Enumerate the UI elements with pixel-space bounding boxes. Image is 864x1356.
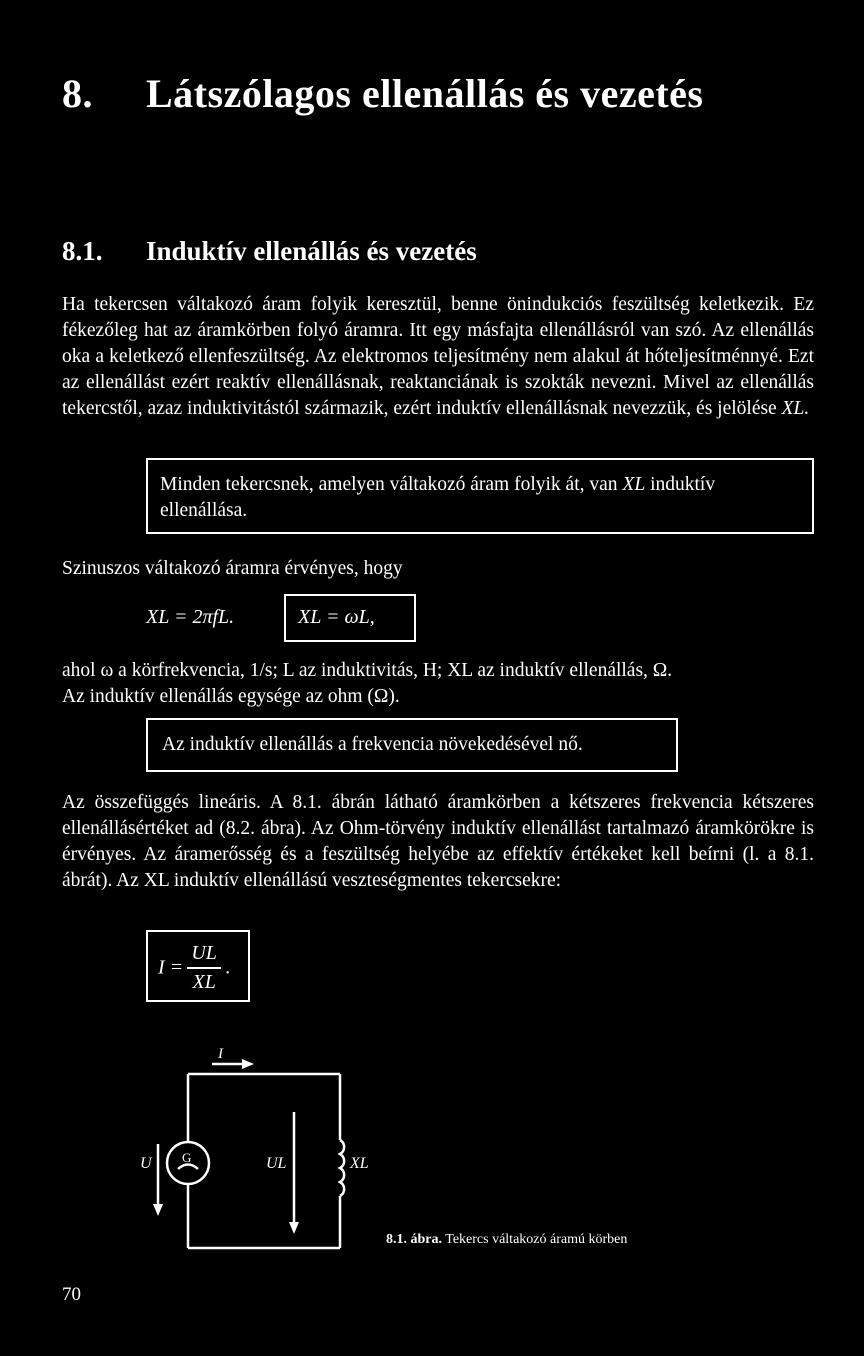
where-paragraph [62,658,814,710]
ohm-formula-box [146,930,250,1002]
box1-text2: induktív ellenállása. [160,474,716,521]
sinus-paragraph [62,556,814,582]
intro-symbol: XL. [781,398,810,419]
section-heading [62,236,477,267]
formula-omega-box [284,594,416,642]
ohm-lhs: I = [158,956,184,979]
ohm-denominator: XL [192,971,216,993]
where-line-1: ahol ω a körfrekvencia, 1/s; L az induktivitás, H; XL az induktív ellenállás, Ω. [62,660,673,681]
ul-label: UL [266,1155,287,1172]
ohm-numerator: UL [191,942,217,964]
chapter-heading [62,70,704,117]
generator-wave [178,1165,198,1170]
intro-text: Ha tekercsen váltakozó áram folyik keresztül, benne önindukciós feszültség keletkezik. Ez fékezőleg hat az áramkörben folyó áramra. Itt egy másfajta ellenállásról van szó. Az ellenállás oka a keletkező ellenfeszültség. Az elektromos teljesítmény nem alakul át hőteljesítménnyé. Ezt az ellenállást ezért reaktív ellenállásnak, reaktanciának is szokták nevezni. Mivel az ellenállás tekercstől, azaz induktivitástól származik, ezért induktív ellenállásnak nevezzük, és jelölése [62,294,814,419]
box1-text: Minden tekercsnek, amelyen váltakozó áram folyik át, van [160,474,618,495]
box2-text: Az induktív ellenállás a frekvencia növekedésével nő. [162,734,583,755]
caption-number: 8.1. ábra. [386,1232,442,1247]
section-number: 8.1. [62,236,103,266]
box1-symbol: XL [622,474,646,495]
page-number: 70 [62,1284,81,1305]
ul-arrow-head [289,1222,299,1234]
sinus-text: Szinuszos váltakozó áramra érvényes, hogy [62,558,403,579]
figure-caption [386,1232,627,1248]
linear-text: Az összefüggés lineáris. A 8.1. ábrán látható áramkörben a kétszeres frekvencia kétszeres ellenállásértéket ad (8.2. ábra). Az Ohm-törvény induktív ellenállást tartalmazó áramkörökre is érvényes. Az áramerősség és a feszültség helyébe az effektív értékeket kell beírni (l. a 8.1. ábrát). Az XL induktív ellenállású veszteségmentes tekercsekre: [62,792,814,891]
linear-paragraph [62,790,814,894]
ohm-end: . [225,956,231,979]
xl-label: XL [350,1155,369,1172]
section-title: Induktív ellenállás és vezetés [146,236,477,266]
fraction-bar [187,967,221,969]
definition-box [146,458,814,534]
chapter-number: 8. [62,71,93,116]
intro-paragraph [62,292,814,422]
voltage-label: U [140,1155,152,1172]
ohm-fraction [187,942,221,994]
current-arrow-head [242,1059,254,1069]
circuit-diagram [130,1036,390,1254]
current-label: I [218,1046,223,1062]
voltage-arrow-head [153,1204,163,1216]
frequency-rule-box [146,718,678,772]
generator-label: G [182,1150,192,1165]
inductor-coil [340,1140,344,1196]
caption-text: Tekercs váltakozó áramú körben [445,1232,628,1247]
chapter-title: Látszólagos ellenállás és vezetés [146,71,704,116]
formula-omega: XL = ωL, [298,606,375,628]
formula-2pifl: XL = 2πfL. [146,606,235,628]
where-line-2: Az induktív ellenállás egysége az ohm (Ω). [62,686,400,707]
